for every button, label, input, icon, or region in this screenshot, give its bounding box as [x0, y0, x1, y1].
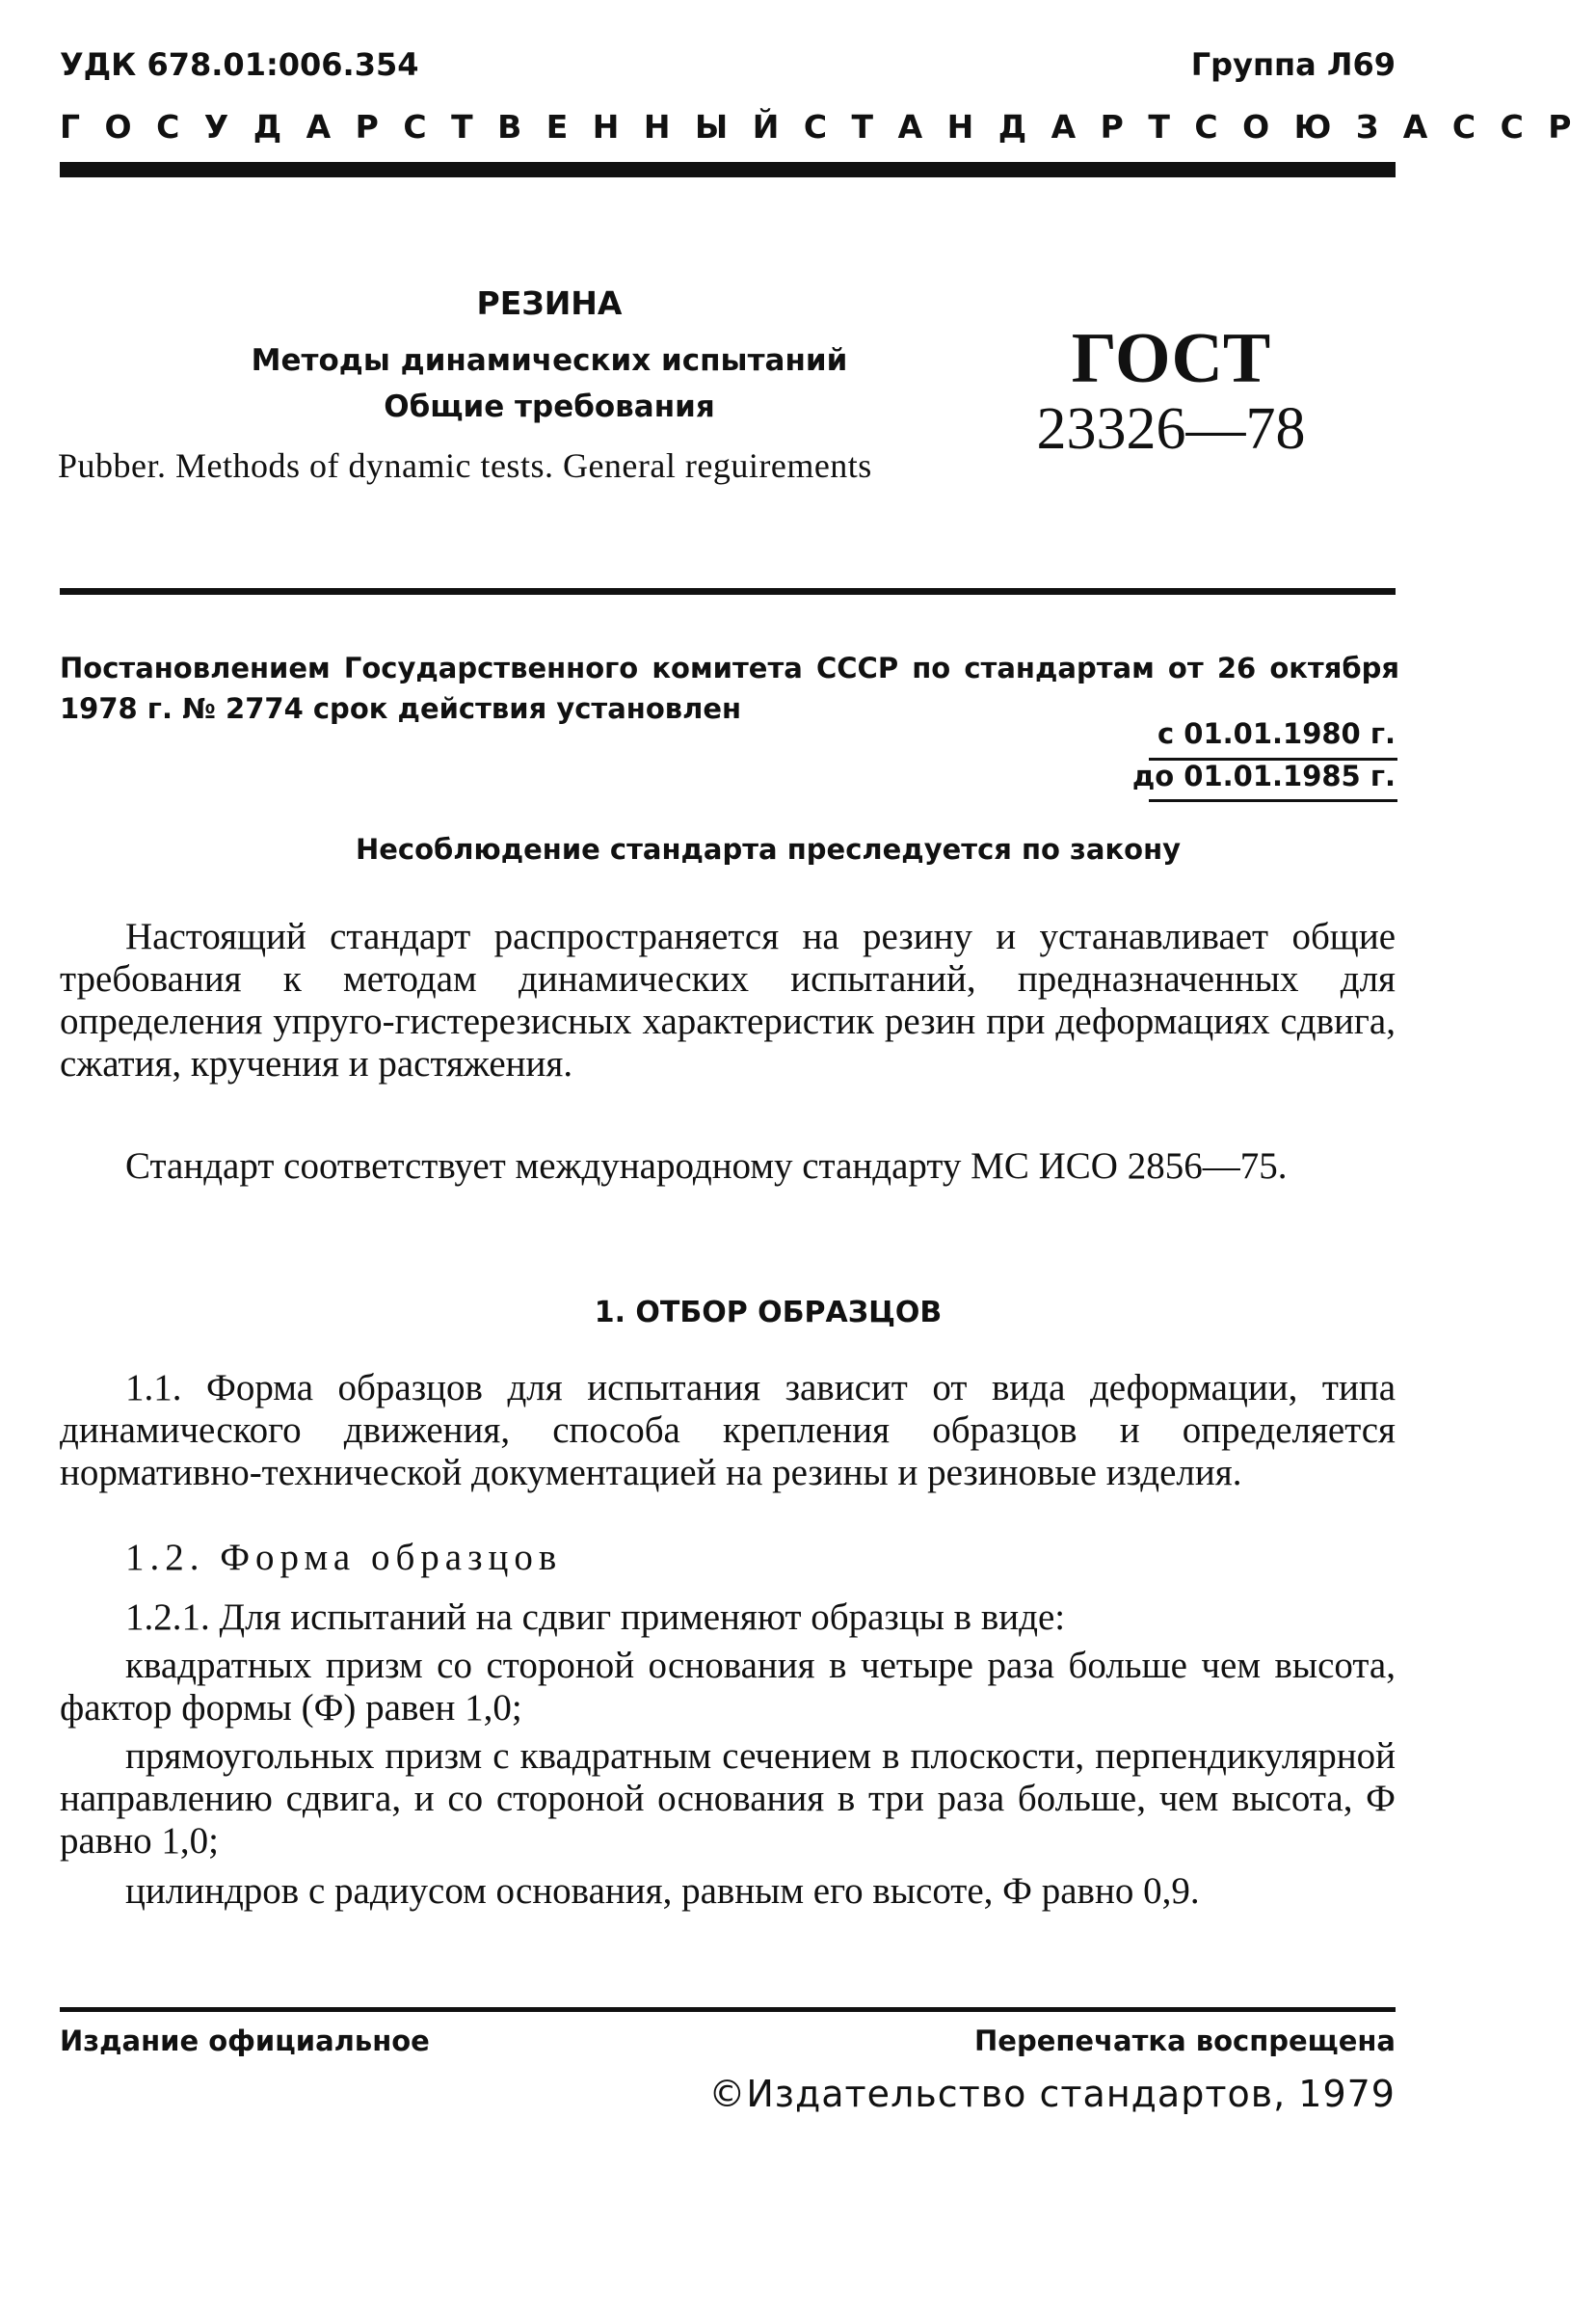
clause-item: цилиндров с радиусом основания, равным его высоте, Ф равно 0,9.	[125, 1870, 1200, 1912]
clause-1-1: 1.1. Форма образцов для испытания зависит от вида деформации, типа динамического движения, способа крепления образцов и определяется нормативно-технической документацией на резины и резиновые изделия.	[60, 1367, 1396, 1493]
gost-number: 23326—78	[1036, 396, 1306, 462]
intro-paragraph: Стандарт соответствует международному стандарту МС ИСО 2856—75.	[125, 1145, 1288, 1187]
state-standard-word: СОЮЗА	[1194, 108, 1452, 146]
decree-text: Постановлением Государственного комитета СССР по стандартам от 26 октября 1978 г. № 2774 срок действия установлен	[60, 652, 1399, 725]
clause-1-2-1: 1.2.1. Для испытаний на сдвиг применяют образцы в виде:	[125, 1596, 1066, 1638]
udk-code: УДК 678.01:006.354	[60, 46, 419, 83]
document-subtitle: Общие требования	[384, 389, 715, 424]
document-title: РЕЗИНА	[476, 284, 623, 322]
section-rule	[60, 588, 1396, 595]
clause-item: квадратных призм со стороной основания в четыре раза больше чем высота, фактор формы (Ф) равен 1,0;	[60, 1645, 1396, 1729]
gost-label: ГОСТ	[1071, 319, 1271, 398]
date-to: до 01.01.1985 г.	[1131, 760, 1396, 792]
clause-item: прямоугольных призм с квадратным сечением в плоскости, перпендикулярной направлению сдвига, и со стороной основания в три раза больше, чем высота, Ф равно 1,0;	[60, 1735, 1396, 1862]
date-rule	[1149, 799, 1397, 802]
clause-1-2: 1.2. Форма образцов	[125, 1537, 563, 1578]
top-rule	[60, 162, 1396, 177]
reprint-notice: Перепечатка воспрещена	[974, 2024, 1396, 2057]
document-subtitle: Методы динамических испытаний	[251, 343, 848, 378]
date-from: с 01.01.1980 г.	[1157, 717, 1396, 750]
noncompliance-notice: Несоблюдение стандарта преследуется по закону	[355, 833, 1182, 866]
footer-rule	[60, 2007, 1396, 2012]
copyright: ©Издательство стандартов, 1979	[708, 2073, 1396, 2115]
state-standard-word: ССР	[1451, 108, 1596, 146]
state-standard-word: СТАНДАРТ	[803, 108, 1195, 146]
english-title: Pubber. Methods of dynamic tests. General reguirements	[58, 446, 872, 485]
group-code: Группа Л69	[1190, 46, 1396, 83]
state-standard-heading	[60, 108, 1596, 146]
state-standard-word: ГОСУДАРСТВЕННЫЙ	[60, 108, 804, 146]
edition-label: Издание официальное	[60, 2024, 430, 2057]
section-heading: 1. ОТБОР ОБРАЗЦОВ	[594, 1296, 943, 1329]
intro-paragraph: Настоящий стандарт распространяется на резину и устанавливает общие требования к методам динамических испытаний, предназначенных для определения упруго-гистерезисных характеристик резин при деформациях сдвига, сжатия, кручения и растяжения.	[60, 916, 1396, 1085]
